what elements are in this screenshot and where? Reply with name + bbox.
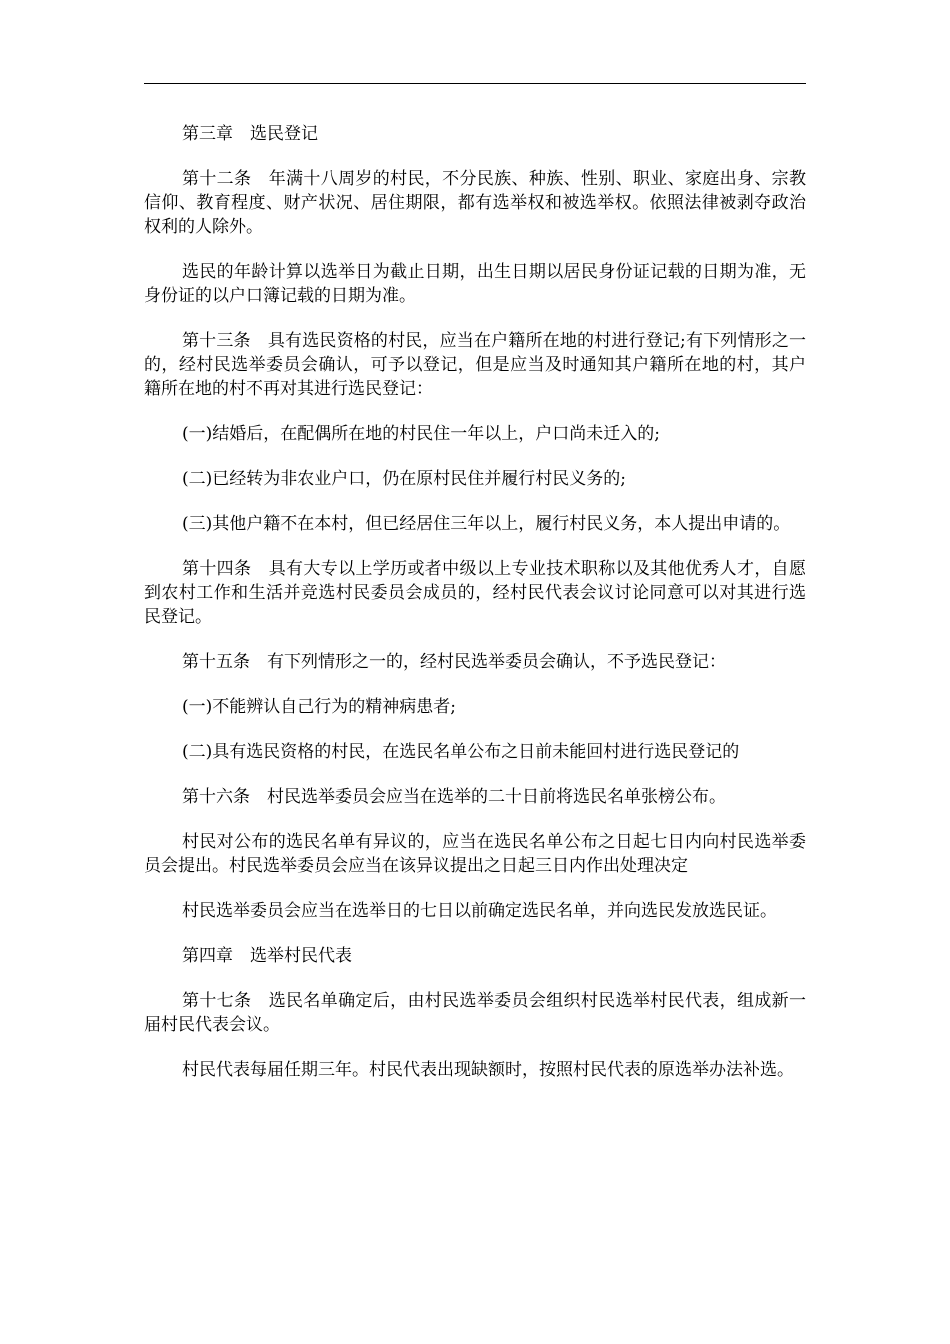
list-item: (一)结婚后，在配偶所在地的村民住一年以上，户口尚未迁入的; (182, 424, 660, 444)
list-item: (二)具有选民资格的村民，在选民名单公布之日前未能回村进行选民登记的 (182, 742, 740, 762)
chapter-heading: 第四章 选举村民代表 (182, 946, 352, 966)
article-paragraph: 第十七条 选民名单确定后，由村民选举委员会组织村民选举村民代表，组成新一届村民代表会议。 (144, 991, 806, 1035)
article-paragraph: 第十二条 年满十八周岁的村民，不分民族、种族、性别、职业、家庭出身、宗教信仰、教育程度、财产状况、居住期限，都有选举权和被选举权。依照法律被剥夺政治权利的人除外。 (144, 169, 806, 237)
list-item: (二)已经转为非农业户口，仍在原村民住并履行村民义务的; (182, 469, 626, 489)
chapter-heading: 第三章 选民登记 (182, 124, 318, 144)
list-item: (一)不能辨认自己行为的精神病患者; (182, 697, 456, 717)
article-paragraph: 村民对公布的选民名单有异议的，应当在选民名单公布之日起七日内向村民选举委员会提出。村民选举委员会应当在该异议提出之日起三日内作出处理决定 (144, 832, 806, 876)
article-paragraph: 第十六条 村民选举委员会应当在选举的二十日前将选民名单张榜公布。 (182, 787, 726, 807)
header-rule (144, 83, 806, 84)
article-paragraph: 村民代表每届任期三年。村民代表出现缺额时，按照村民代表的原选举办法补选。 (182, 1060, 794, 1080)
article-paragraph: 选民的年龄计算以选举日为截止日期，出生日期以居民身份证记载的日期为准，无身份证的以户口簿记载的日期为准。 (144, 262, 806, 306)
document-body (144, 122, 806, 1103)
article-paragraph: 第十五条 有下列情形之一的，经村民选举委员会确认，不予选民登记： (182, 652, 726, 672)
article-paragraph: 第十三条 具有选民资格的村民，应当在户籍所在地的村进行登记;有下列情形之一的，经村民选举委员会确认，可予以登记，但是应当及时通知其户籍所在地的村，其户籍所在地的村不再对其进行选民登记： (144, 331, 806, 399)
article-paragraph: 村民选举委员会应当在选举日的七日以前确定选民名单，并向选民发放选民证。 (182, 901, 777, 921)
list-item: (三)其他户籍不在本村，但已经居住三年以上，履行村民义务，本人提出申请的。 (182, 514, 791, 534)
article-paragraph: 第十四条 具有大专以上学历或者中级以上专业技术职称以及其他优秀人才，自愿到农村工作和生活并竞选村民委员会成员的，经村民代表会议讨论同意可以对其进行选民登记。 (144, 559, 806, 627)
